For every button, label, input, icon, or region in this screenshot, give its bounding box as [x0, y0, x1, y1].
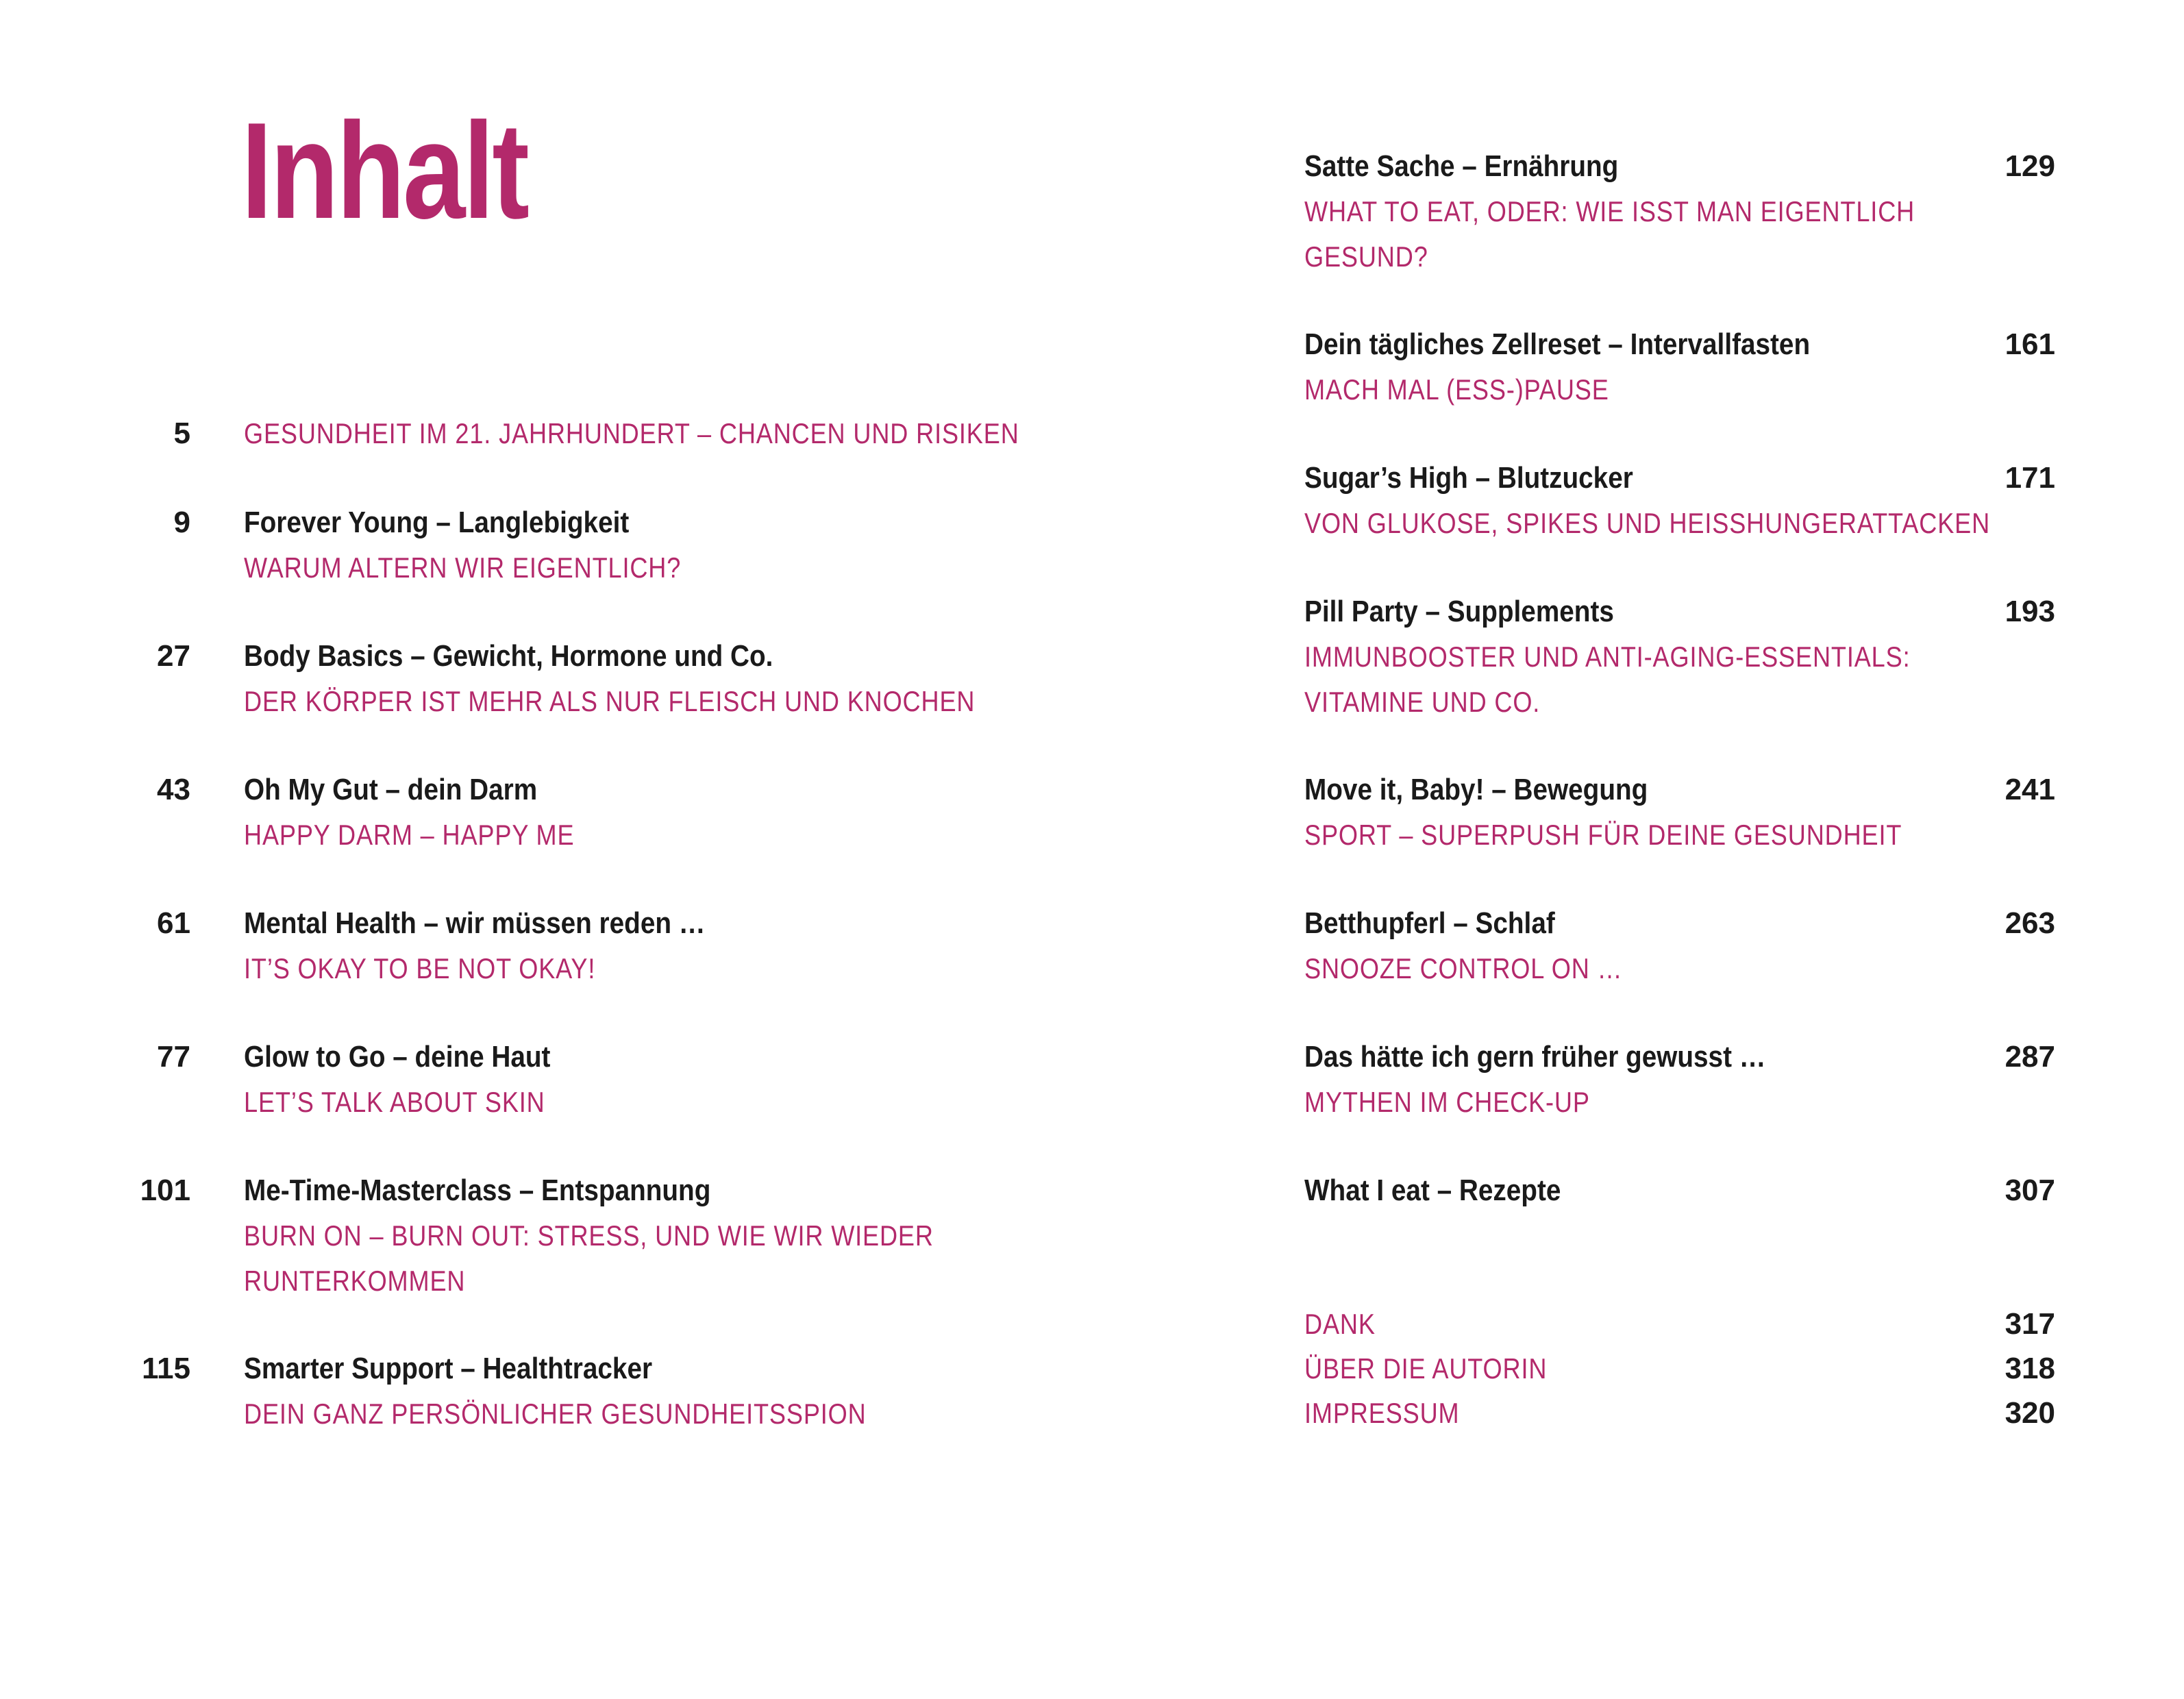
toc-entry-subtitle-line: IT’S OKAY TO BE NOT OKAY! [244, 952, 596, 984]
toc-extra-page-number: 320 [2005, 1396, 2055, 1430]
toc-entry-subtitle-line: HAPPY DARM – HAPPY ME [244, 819, 575, 851]
toc-entry[interactable] [244, 767, 628, 858]
toc-extra-label[interactable]: ÜBER DIE AUTORIN [1304, 1352, 1548, 1385]
toc-entry-subtitle-line: MACH MAL (ESS-)PAUSE [1304, 373, 1609, 406]
toc-page-number: 171 [2005, 461, 2055, 495]
toc-entry-heading: Body Basics – Gewicht, Hormone und Co. [244, 639, 773, 673]
toc-extra-label[interactable]: DANK [1304, 1308, 1376, 1340]
toc-page-number: 161 [2005, 327, 2055, 361]
toc-entry-subtitle [244, 946, 695, 991]
toc-entry-heading: Smarter Support – Healthtracker [244, 1352, 653, 1385]
toc-entry-heading: Sugar’s High – Blutzucker [1304, 461, 1633, 495]
toc-entry[interactable] [1304, 901, 1674, 991]
toc-entry-heading: Pill Party – Supplements [1304, 595, 1614, 628]
toc-page-number: 193 [2005, 595, 2055, 628]
page-title: Inhalt [241, 95, 528, 247]
toc-entry-subtitle-line: WHAT TO EAT, ODER: WIE ISST MAN EIGENTLICH [1304, 195, 1915, 227]
toc-entry-subtitle [244, 1391, 867, 1437]
toc-page-number: 307 [2005, 1174, 2055, 1207]
toc-entry[interactable] [244, 500, 752, 591]
toc-entry-heading: Betthupferl – Schlaf [1304, 906, 1555, 940]
toc-page-number: 9 [173, 506, 190, 539]
toc-entry-heading: Satte Sache – Ernährung [1304, 149, 1619, 183]
toc-entry-subtitle [1304, 634, 1910, 725]
toc-entry-subtitle [244, 411, 1019, 456]
toc-entry-subtitle-line: SPORT – SUPERPUSH FÜR DEINE GESUNDHEIT [1304, 819, 1902, 851]
toc-entry[interactable] [244, 634, 1094, 724]
toc-entry[interactable] [1304, 456, 2102, 546]
toc-entry-heading: Move it, Baby! – Bewegung [1304, 773, 1648, 806]
toc-entry-subtitle-line: DEIN GANZ PERSÖNLICHER GESUNDHEITSSPION [244, 1398, 867, 1430]
toc-entry[interactable] [1304, 767, 1999, 858]
toc-entry-heading: Mental Health – wir müssen reden … [244, 906, 706, 940]
toc-entry-subtitle [1304, 367, 1798, 412]
toc-entry[interactable] [244, 411, 1145, 456]
toc-entry[interactable] [1304, 589, 2009, 725]
toc-entry[interactable] [244, 1034, 594, 1125]
toc-entry-subtitle [244, 1213, 934, 1304]
toc-entry-heading: Glow to Go – deine Haut [244, 1040, 551, 1074]
toc-entry-subtitle [1304, 1080, 1755, 1125]
toc-entry-subtitle [244, 545, 681, 591]
toc-entry-subtitle-line: WARUM ALTERN WIR EIGENTLICH? [244, 551, 682, 584]
toc-entry-heading: Dein tägliches Zellreset – Intervallfasten [1304, 327, 1811, 361]
toc-entry-subtitle [1304, 946, 1623, 991]
toc-entry-heading: Me-Time-Masterclass – Entspannung [244, 1174, 711, 1207]
toc-entry-subtitle-line: VON GLUKOSE, SPIKES UND HEISSHUNGERATTACKEN [1304, 507, 1991, 539]
toc-entry-heading: What I eat – Rezepte [1304, 1174, 1561, 1207]
toc-entry[interactable] [244, 1168, 1046, 1304]
toc-entry[interactable] [1304, 144, 2014, 280]
toc-entry-subtitle-line: VITAMINE UND CO. [1304, 686, 1541, 718]
toc-extra-label[interactable]: IMPRESSUM [1304, 1397, 1460, 1429]
toc-entry-subtitle-line: DER KÖRPER IST MEHR ALS NUR FLEISCH UND KNOCHEN [244, 685, 976, 717]
toc-entry-subtitle-line: GESUND? [1304, 240, 1428, 273]
toc-entry[interactable] [1304, 1034, 1828, 1125]
toc-extra-page-number: 317 [2005, 1307, 2055, 1341]
toc-entry[interactable] [1304, 322, 1879, 412]
toc-entry-subtitle [1304, 189, 1915, 280]
toc-entry-subtitle-line: GESUNDHEIT IM 21. JAHRHUNDERT – CHANCEN UND RISIKEN [244, 417, 1019, 449]
toc-page-number: 241 [2005, 773, 2055, 806]
toc-page-number: 115 [142, 1352, 190, 1385]
toc-entry-subtitle [244, 813, 574, 858]
toc-entry-subtitle [244, 679, 975, 724]
toc-page-number: 27 [157, 639, 190, 673]
toc-extra-page-number: 318 [2005, 1352, 2055, 1385]
toc-page-number: 263 [2005, 906, 2055, 940]
toc-entry-subtitle-line: IMMUNBOOSTER UND ANTI-AGING-ESSENTIALS: [1304, 641, 1911, 673]
toc-entry-subtitle-line: RUNTERKOMMEN [244, 1265, 466, 1297]
toc-page-number: 287 [2005, 1040, 2055, 1074]
toc-entry-subtitle [1304, 501, 1990, 546]
toc-page-number: 61 [157, 906, 190, 940]
toc-entry-heading: Das hätte ich gern früher gewusst … [1304, 1040, 1766, 1074]
toc-page-number: 129 [2005, 149, 2055, 183]
toc-entry-subtitle-line: BURN ON – BURN OUT: STRESS, UND WIE WIR WIEDER [244, 1219, 934, 1252]
toc-entry[interactable] [244, 901, 768, 991]
toc-page-number: 77 [157, 1040, 190, 1074]
toc-entry[interactable] [244, 1346, 968, 1437]
toc-entry-subtitle-line: LET’S TALK ABOUT SKIN [244, 1086, 545, 1118]
toc-page-number: 5 [173, 417, 190, 450]
toc-entry-subtitle [244, 1080, 545, 1125]
toc-entry-subtitle-line: SNOOZE CONTROL ON … [1304, 952, 1623, 984]
toc-page-number: 101 [140, 1174, 190, 1207]
toc-entry-subtitle-line: MYTHEN IM CHECK-UP [1304, 1086, 1590, 1118]
toc-entry-heading: Forever Young – Langlebigkeit [244, 506, 630, 539]
toc-page-number: 43 [157, 773, 190, 806]
toc-entry[interactable] [1304, 1168, 1596, 1213]
toc-entry-heading: Oh My Gut – dein Darm [244, 773, 538, 806]
toc-entry-subtitle [1304, 813, 1902, 858]
